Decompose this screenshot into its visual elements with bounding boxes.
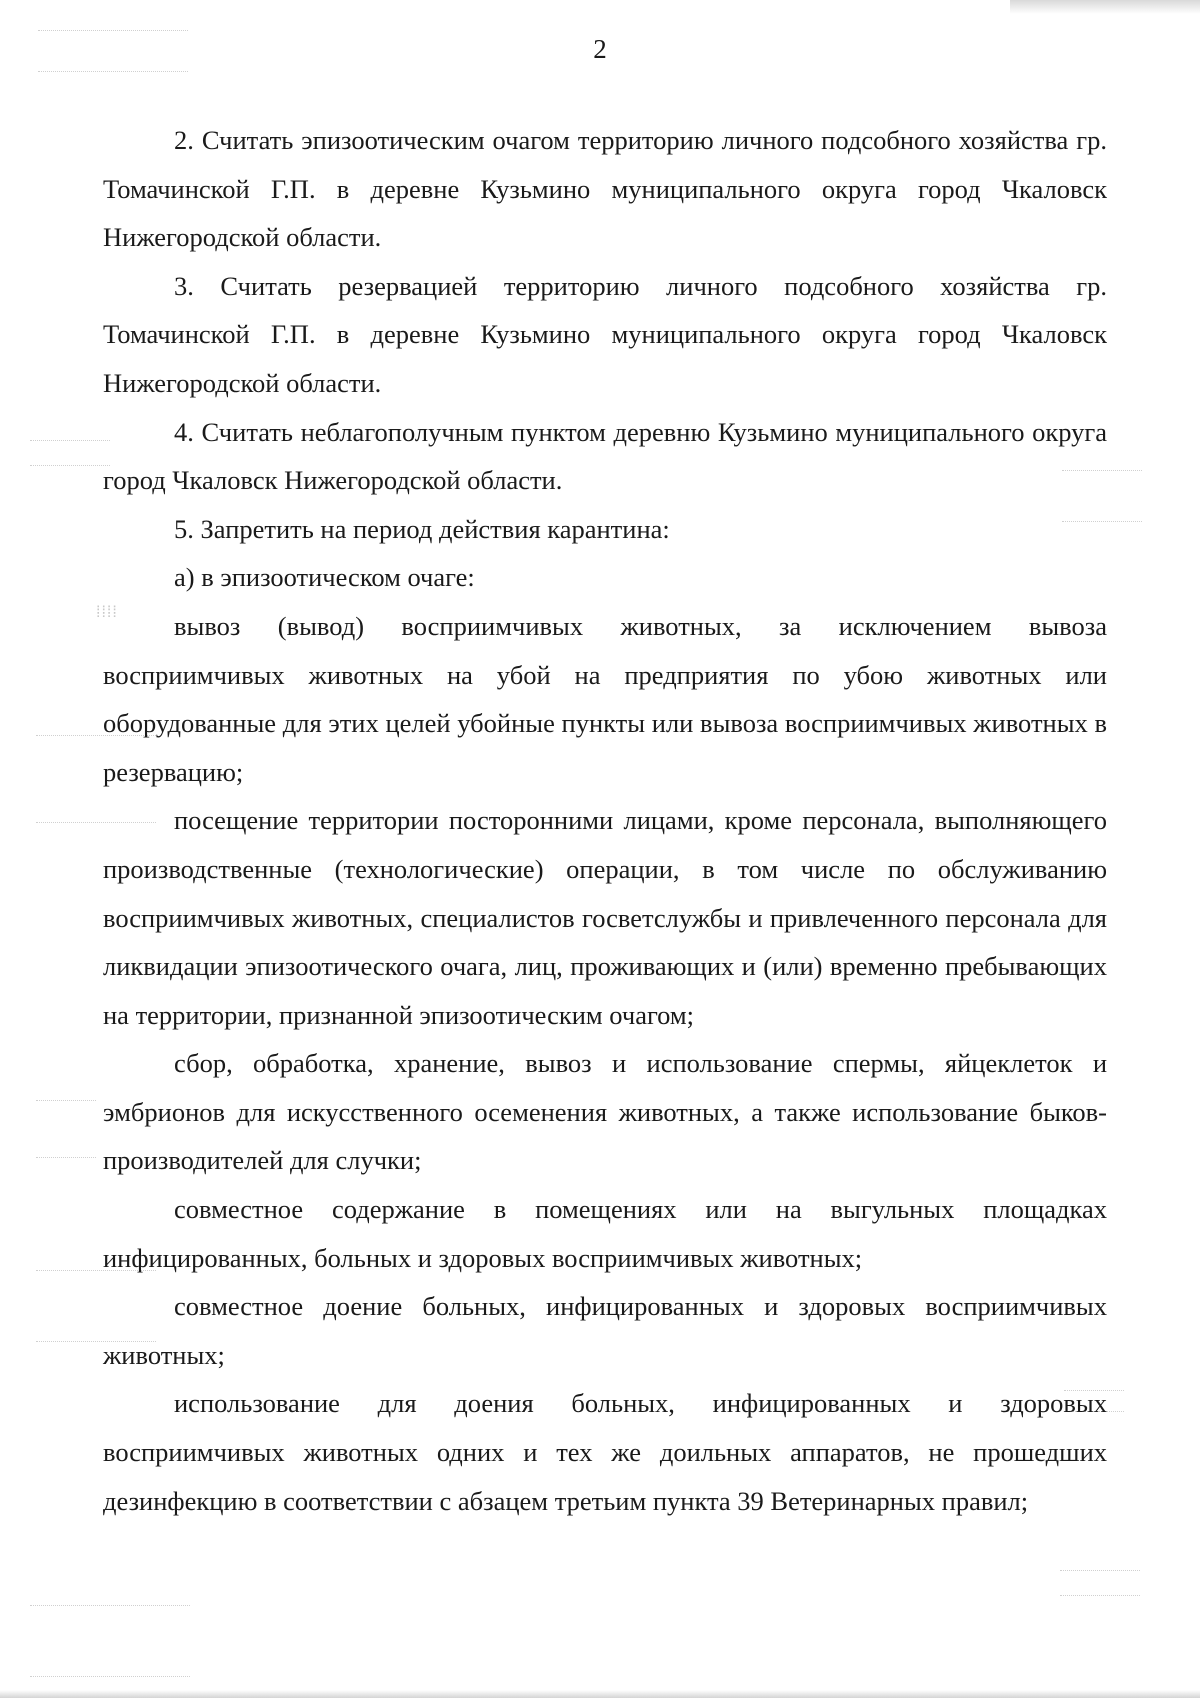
page-number: 2 [593, 34, 607, 64]
paragraph-milking-equipment-ban: использование для доения больных, инфицированных и здоровых восприимчивых животных одних и тех же доильных аппаратов, не прошедших дезинфекцию в соответствии с абзацем третьим пункта 39 Ветеринарных правил; [103, 1388, 1107, 1516]
paragraph-item-3-reservation: 3. Считать резервацией территорию личного подсобного хозяйства гр. Томачинской Г.П. в деревне Кузьмино муниципального округа город Чкаловск Нижегородской области. [103, 270, 1107, 398]
document-body [103, 116, 1107, 1525]
paragraph-joint-keeping-ban: совместное содержание в помещениях или на выгульных площадках инфицированных, больных и здоровых восприимчивых животных; [103, 1194, 1107, 1273]
paragraph-export-ban: вывоз (вывод) восприимчивых животных, за исключением вывоза восприимчивых животных на убой на предприятия по убою животных или оборудованные для этих целей убойные пункты или вывоза восприимчивых животных в резервацию; [103, 610, 1107, 787]
paragraph-semen-ban: сбор, обработка, хранение, вывоз и использование спермы, яйцеклеток и эмбрионов для искусственного осеменения животных, а также использование быков-производителей для случки; [103, 1048, 1107, 1176]
paragraph-joint-milking-ban: совместное доение больных, инфицированных и здоровых восприимчивых животных; [103, 1291, 1107, 1370]
paragraph-item-5-prohibitions: 5. Запретить на период действия карантина: [174, 513, 670, 544]
paragraph-item-4-unfavorable-point: 4. Считать неблагополучным пунктом деревню Кузьмино муниципального округа город Чкаловск Нижегородской области. [103, 416, 1107, 496]
paragraph-item-2-focus: 2. Считать эпизоотическим очагом территорию личного подсобного хозяйства гр. Томачинской Г.П. в деревне Кузьмино муниципального округа город Чкаловск Нижегородской области. [103, 125, 1107, 253]
paragraph-visit-ban: посещение территории посторонними лицами, кроме персонала, выполняющего производственные (технологические) операции, в том числе по обслуживанию восприимчивых животных, специалистов госветслужбы и привлеченного персонала для ликвидации эпизоотического очага, лиц, проживающих и (или) временно пребывающих на территории, признанной эпизоотическим очагом; [103, 805, 1107, 1030]
paragraph-subitem-a: а) в эпизоотическом очаге: [174, 562, 475, 593]
bleed-through-mark: ⁞⁞⁞⁞ [96, 604, 118, 621]
scan-shadow-top [1010, 0, 1200, 14]
bleed-through-mark [30, 440, 110, 466]
bleed-through-mark [36, 1100, 96, 1158]
scan-shadow-bottom [0, 1690, 1200, 1698]
bleed-through-mark [1060, 1570, 1140, 1596]
bleed-through-mark [30, 1605, 190, 1677]
